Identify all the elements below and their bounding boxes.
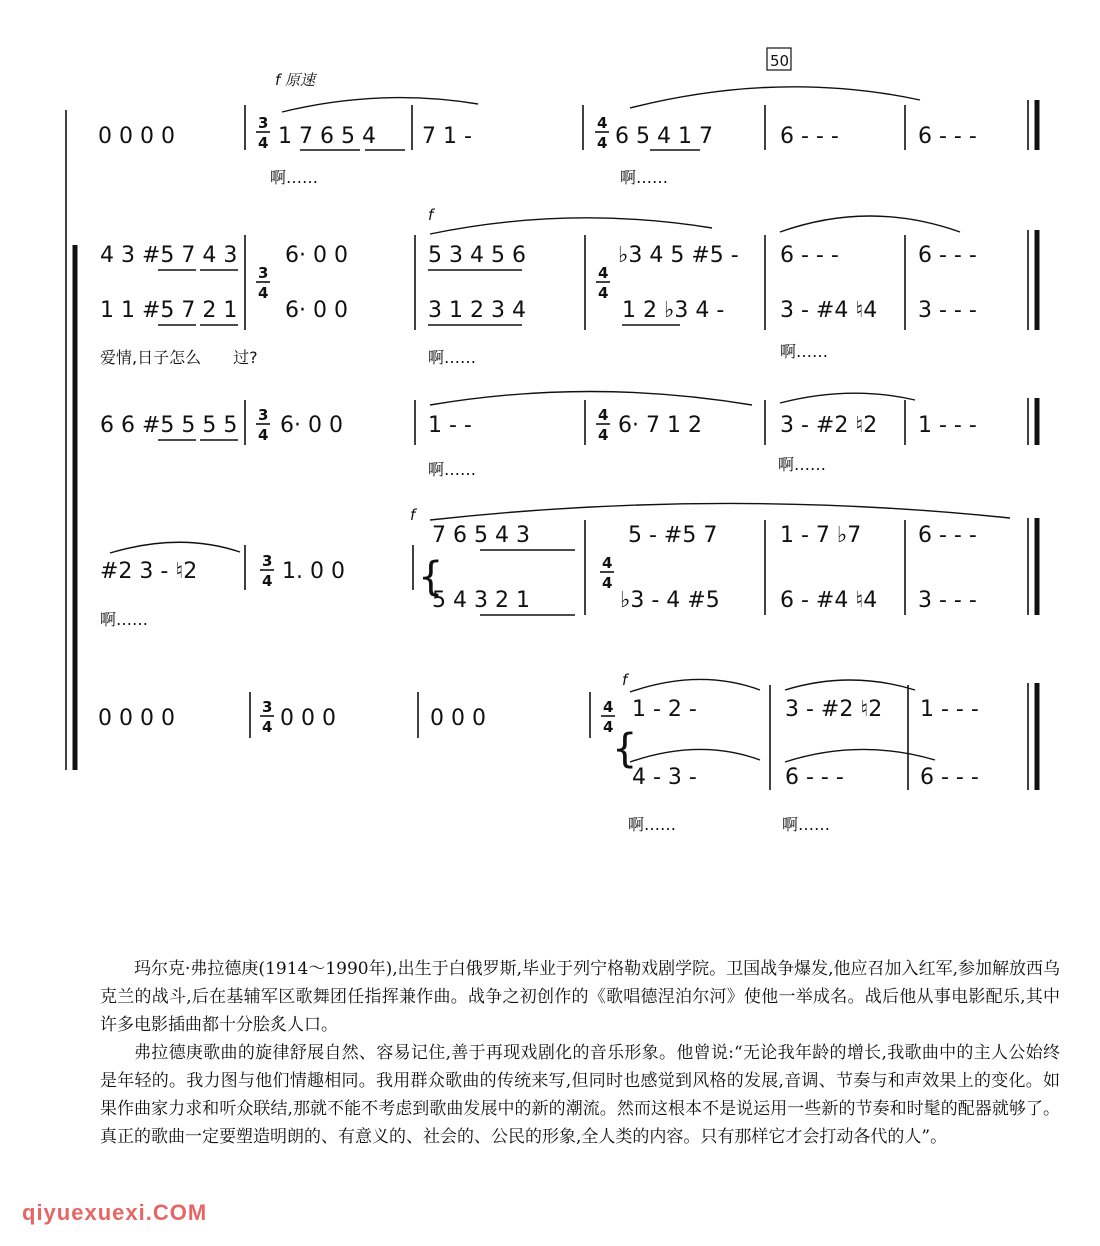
dynamic-f: f [428,206,434,224]
s5-m3: 0 0 0 [430,706,486,731]
staff-5 [98,671,1037,834]
lyric-ah: 啊…… [270,168,319,187]
lyric-ah: 啊…… [428,460,477,479]
slur [780,216,960,232]
s5-lower-m6: 6 - - - [920,765,979,790]
s1-m4: 6 5 4 1 7 [615,124,713,149]
s5-lower-m5: 6 - - - [785,765,844,790]
slur [430,392,752,406]
s4-upper-m5: 1 - 7 ♭7 [780,523,862,548]
rehearsal-mark: 50 [770,52,790,70]
lyric-ah: 啊…… [100,610,149,629]
slur [110,542,240,553]
s5-m1: 0 0 0 0 [98,706,175,731]
staff-2 [100,206,1037,367]
s4-lower-m6: 3 - - - [918,588,977,613]
s4-upper-m3: 7 6 5 4 3 [432,523,530,548]
dynamic-f: f [410,506,416,524]
biography-paragraph-2: 弗拉德庚歌曲的旋律舒展自然、容易记住,善于再现戏剧化的音乐形象。他曾说:“无论我年龄的增长,我歌曲中的主人公始终是年轻的。我力图与他们情趣相同。我用群众歌曲的传统来写,但同时也感觉到风格的发展,音调、节奏与和声效果上的变化。如果作曲家力求和听众联结,那就不能不考虑到歌曲发展中的新的潮流。然而这根本不是说运用一些新的节奏和时髦的配器就够了。真正的歌曲一定要塑造明朗的、有意义的、社会的、公民的形象,全人类的内容。只有那样它才会打动各代的人”。 [100,1043,1060,1147]
timesig-top: 3 [258,114,269,132]
slur [630,679,760,692]
s2-upper-m4: ♭3 4 5 #5 - [618,243,739,268]
s4-upper-m4: 5 - #5 7 [628,523,718,548]
brace-icon: { [418,554,444,600]
s3-m4: 6· 7 1 2 [618,413,702,438]
timesig-bottom: 4 [262,718,273,736]
lyric-ah: 啊…… [782,815,831,834]
dynamic-f: f [622,671,628,689]
site-watermark: qiyuexuexi.COM [22,1200,208,1225]
timesig-bottom: 4 [258,426,269,444]
s1-m1: 0 0 0 0 [98,124,175,149]
timesig-top: 3 [258,264,269,282]
timesig-top: 3 [258,406,269,424]
brace-icon: { [612,726,638,772]
s4-upper-m6: 6 - - - [918,523,977,548]
timesig-top: 4 [603,698,614,716]
timesig-top: 4 [598,406,609,424]
s3-m1: 6 6 #5 5 5 5 [100,413,238,438]
s2-lower-m1: 1 1 #5 7 2 1 [100,298,238,323]
timesig-top: 3 [262,552,273,570]
s2-upper-m5: 6 - - - [780,243,839,268]
timesig-top: 4 [597,114,608,132]
s4-m2: 1. 0 0 [282,559,345,584]
biography-paragraph-1: 玛尔克·弗拉德庚(1914～1990年),出生于白俄罗斯,毕业于列宁格勒戏剧学院。卫国战争爆发,他应召加入红军,参加解放西乌克兰的战斗,后在基辅军区歌舞团任指挥兼作曲。战争之初创作的《歌唱德涅泊尔河》使他一举成名。战后他从事电影配乐,其中许多电影插曲都十分脍炙人口。 [100,959,1060,1035]
staff-1 [98,87,1037,187]
s5-m2: 0 0 0 [280,706,336,731]
timesig-bottom: 4 [258,134,269,152]
lyric-ah: 啊…… [428,348,477,367]
s2-lower-m2: 6· 0 0 [285,298,348,323]
timesig-top: 4 [602,554,613,572]
s3-m6: 1 - - - [918,413,977,438]
s5-lower-m4: 4 - 3 - [632,765,697,790]
s2-lower-m6: 3 - - - [918,298,977,323]
slur [630,749,760,762]
slur [430,503,1010,520]
s2-upper-m1: 4 3 #5 7 4 3 [100,243,238,268]
s4-m1: #2 3 - ♮2 [100,559,198,584]
timesig-top: 4 [598,264,609,282]
timesig-bottom: 4 [598,284,609,302]
timesig-bottom: 4 [603,718,614,736]
s2-upper-m6: 6 - - - [918,243,977,268]
timesig-bottom: 4 [258,284,269,302]
slur [780,393,915,403]
timesig-bottom: 4 [602,574,613,592]
timesig-bottom: 4 [262,572,273,590]
slur [785,680,915,690]
timesig-bottom: 4 [597,134,608,152]
composer-biography [100,955,1060,1151]
s4-lower-m4: ♭3 - 4 #5 [620,588,720,613]
s2-lower-m4: 1 2 ♭3 4 - [622,298,725,323]
slur [785,749,935,762]
tempo-mark: f 原速 [275,71,316,89]
s2-upper-m3: 5 3 4 5 6 [428,243,526,268]
slur [282,98,478,112]
staff-3 [100,392,1037,480]
timesig-top: 3 [262,698,273,716]
s1-m5: 6 - - - [780,124,839,149]
s2-lower-m3: 3 1 2 3 4 [428,298,526,323]
slur [630,87,920,108]
lyric-ah: 啊…… [778,455,827,474]
lyric-ah: 啊…… [780,342,829,361]
lyric-ah: 啊…… [620,168,669,187]
s1-m3: 7 1 - [422,124,472,149]
lyric-verse: 爱情,日子怎么 过? [100,348,258,367]
lyric-ah: 啊…… [628,815,677,834]
s2-upper-m2: 6· 0 0 [285,243,348,268]
s3-m2: 6· 0 0 [280,413,343,438]
s5-upper-m6: 1 - - - [920,697,979,722]
s3-m3: 1 - - [428,413,472,438]
s5-upper-m5: 3 - #2 ♮2 [785,697,883,722]
s1-m2: 1 7 6 5 4 [278,124,376,149]
staff-4 [100,503,1037,629]
s3-m5: 3 - #2 ♮2 [780,413,878,438]
timesig-bottom: 4 [598,426,609,444]
s1-m6: 6 - - - [918,124,977,149]
s4-lower-m3: 5 4 3 2 1 [432,588,530,613]
s5-upper-m4: 1 - 2 - [632,697,697,722]
s4-lower-m5: 6 - #4 ♮4 [780,588,878,613]
s2-lower-m5: 3 - #4 ♮4 [780,298,878,323]
slur [430,218,712,234]
